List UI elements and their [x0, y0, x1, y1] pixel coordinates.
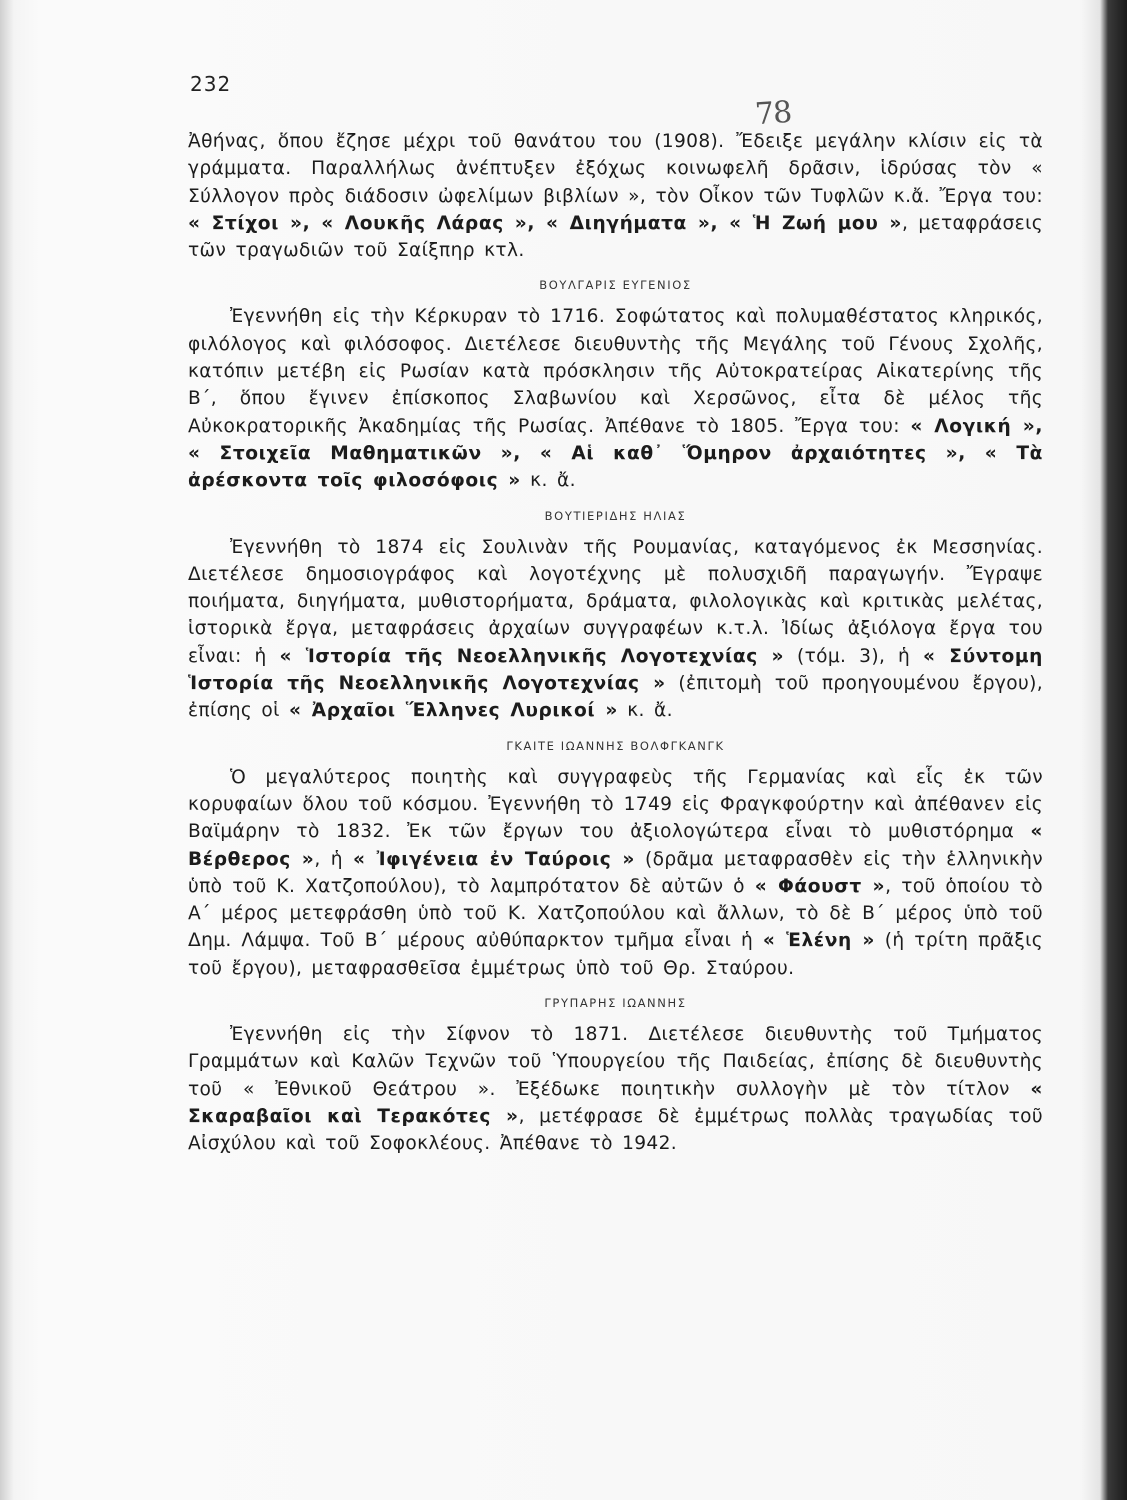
entry-heading: ΓΚΑΙΤΕ ΙΩΑΝΝΗΣ ΒΟΛΦΓΚΑΝΓΚ — [506, 738, 725, 753]
entry-goethe — [188, 739, 1043, 982]
page-number: 232 — [190, 72, 232, 96]
work-title: « Ἱστορία τῆς Νεοελληνικῆς Λογοτεχνίας » — [279, 645, 785, 667]
text-run: , μεταφράσεις τῶν τραγωδιῶν τοῦ Σαίξπηρ κτλ. — [188, 212, 1043, 262]
text-run: (δρᾶμα μεταφρασθὲν εἰς τὴν ἑλληνικὴν ὑπὸ τοῦ Κ. Χατζοπούλου), τὸ λαμπρότατον δὲ αὐτῶν ὁ — [188, 848, 1043, 897]
text-run: (τόμ. 3), ἡ — [784, 645, 924, 667]
entry-continuation — [188, 128, 1043, 264]
text-run: , μετέφρασε δὲ ἐμμέτρως πολλὰς τραγωδίας τοῦ Αἰσχύλου καὶ τοῦ Σοφοκλέους. Ἀπέθανε τὸ 1942. — [188, 1105, 1043, 1155]
text-run: (ἐπιτομὴ τοῦ προηγουμένου ἔργου), ἐπίσης οἱ — [188, 673, 1043, 722]
text-run: (ἡ τρίτη πρᾶξις τοῦ ἔργου), μεταφρασθεῖσα ἐμμέτρως ὑπὸ τοῦ Θρ. Σταύρου. — [188, 930, 1043, 979]
entry-paragraph — [188, 303, 1043, 494]
text-run: Ἐγεννήθη τὸ 1874 εἰς Σουλινὰν τῆς Ρουμανίας, καταγόμενος ἐκ Μεσσηνίας. Διετέλεσε δημοσιογράφος καὶ λογοτέχνης μὲ πολυσχιδῆ παραγωγήν. Ἔγραψε ποιήματα, διηγήματα, μυθιστορήματα, δράματα, φιλολογικὰς καὶ κριτικὰς μελέτας, ἱστορικὰ ἔργα, μεταφράσεις ἀρχαίων συγγραφέων κ.τ.λ. Ἰδίως ἀξιόλογα ἔργα του εἶναι: ἡ — [188, 536, 1043, 667]
entry-voutieridis — [188, 509, 1043, 725]
work-title: « Φάουστ » — [754, 875, 886, 897]
entry-paragraph — [188, 534, 1043, 725]
page-content — [188, 128, 1043, 1158]
text-run: Ὁ μεγαλύτερος ποιητὴς καὶ συγγραφεὺς τῆς Γερμανίας καὶ εἷς ἐκ τῶν κορυφαίων ὅλου τοῦ κόσμου. Ἐγεννήθη τὸ 1749 εἰς Φραγκφούρτην καὶ ἀπέθανεν εἰς Βαϊμάρην τὸ 1832. Ἐκ τῶν ἔργων του ἀξιολογώτερα εἶναι τὸ μυθιστόρημα — [188, 766, 1043, 843]
entry-heading: ΒΟΥΤΙΕΡΙΔΗΣ ΗΛΙΑΣ — [544, 508, 687, 523]
entry-paragraph — [188, 1021, 1043, 1157]
entry-heading: ΓΡΥΠΑΡΗΣ ΙΩΑΝΝΗΣ — [544, 996, 687, 1011]
work-titles: « Λογική », « Στοιχεῖα Μαθηματικῶν », « Αἱ καθ᾽ Ὅμηρον ἀρχαιότητες », « Τὰ ἀρέσκοντα τοῖς φιλοσόφοις » — [188, 415, 1043, 492]
text-run: , ἡ — [314, 848, 354, 870]
entry-paragraph — [188, 764, 1043, 982]
entry-heading: ΒΟΥΛΓΑΡΙΣ ΕΥΓΕΝΙΟΣ — [539, 278, 692, 293]
work-title: « Ἰφιγένεια ἐν Ταύροις » — [353, 848, 635, 870]
entry-paragraph — [188, 128, 1043, 264]
entry-gryparis — [188, 996, 1043, 1157]
text-run: κ. ἄ. — [617, 700, 673, 722]
text-run: Ἐγεννήθη εἰς τὴν Σίφνον τὸ 1871. Διετέλεσε διευθυντὴς τοῦ Τμήματος Γραμμάτων καὶ Καλῶν Τεχνῶν τοῦ Ὑπουργείου τῆς Παιδείας, ἐπίσης δὲ διευθυντὴς τοῦ « Ἐθνικοῦ Θεάτρου ». Ἐξέδωκε ποιητικὴν συλλογὴν μὲ τὸν τίτλον — [188, 1024, 1043, 1100]
entry-voulgaris — [188, 278, 1043, 494]
handwritten-annotation: 78 — [753, 94, 793, 133]
text-run: κ. ἄ. — [520, 470, 576, 492]
text-run: , τοῦ ὁποίου τὸ Α΄ μέρος μετεφράσθη ὑπὸ τοῦ Κ. Χατζοπούλου καὶ ἄλλων, τὸ δὲ Β΄ μέρος ὑπὸ τοῦ Δημ. Λάμψα. Τοῦ Β΄ μέρους αὐθύπαρκτον τμῆμα εἶναι ἡ — [188, 875, 1044, 952]
work-titles: « Στίχοι », « Λουκῆς Λάρας », « Διηγήματα », « Ἡ Ζωή μου » — [188, 212, 903, 234]
work-title: « Ἑλένη » — [762, 930, 876, 952]
work-title: « Ἀρχαῖοι Ἕλληνες Λυρικοί » — [289, 700, 618, 722]
text-run: Ἐγεννήθη εἰς τὴν Κέρκυραν τὸ 1716. Σοφώτατος καὶ πολυμαθέστατος κληρικός, φιλόλογος καὶ φιλόσοφος. Διετέλεσε διευθυντὴς τῆς Μεγάλης τοῦ Γένους Σχολῆς, κατόπιν μετέβη εἰς Ρωσίαν κατὰ πρόσκλησιν τῆς Αὐτοκρατείρας Αἰκατερίνης τῆς Β΄, ὅπου ἔγινεν ἐπίσκοπος Σλαβωνίου καὶ Χερσῶνος, εἶτα δὲ μέλος τῆς Αὐκοκρατορικῆς Ἀκαδημίας τῆς Ρωσίας. Ἀπέθανε τὸ 1805. Ἔργα του: — [188, 306, 1043, 437]
work-title: « Βέρθερος » — [188, 821, 1043, 870]
work-title: « Σύντομη Ἱστορία τῆς Νεοελληνικῆς Λογοτεχνίας » — [188, 645, 1043, 695]
work-title: « Σκαραβαῖοι καὶ Τερακότες » — [188, 1078, 1043, 1127]
text-run: Ἀθήνας, ὅπου ἔζησε μέχρι τοῦ θανάτου του (1908). Ἔδειξε μεγάλην κλίσιν εἰς τὰ γράμματα. Παραλλήλως ἀνέπτυξεν ἐξόχως κοινωφελῆ δρᾶσιν, ἱδρύσας τὸν « Σύλλογον πρὸς διάδοσιν ὠφελίμων βιβλίων », τὸν Οἶκον τῶν Τυφλῶν κ.ἄ. Ἔργα του: — [188, 131, 1043, 207]
